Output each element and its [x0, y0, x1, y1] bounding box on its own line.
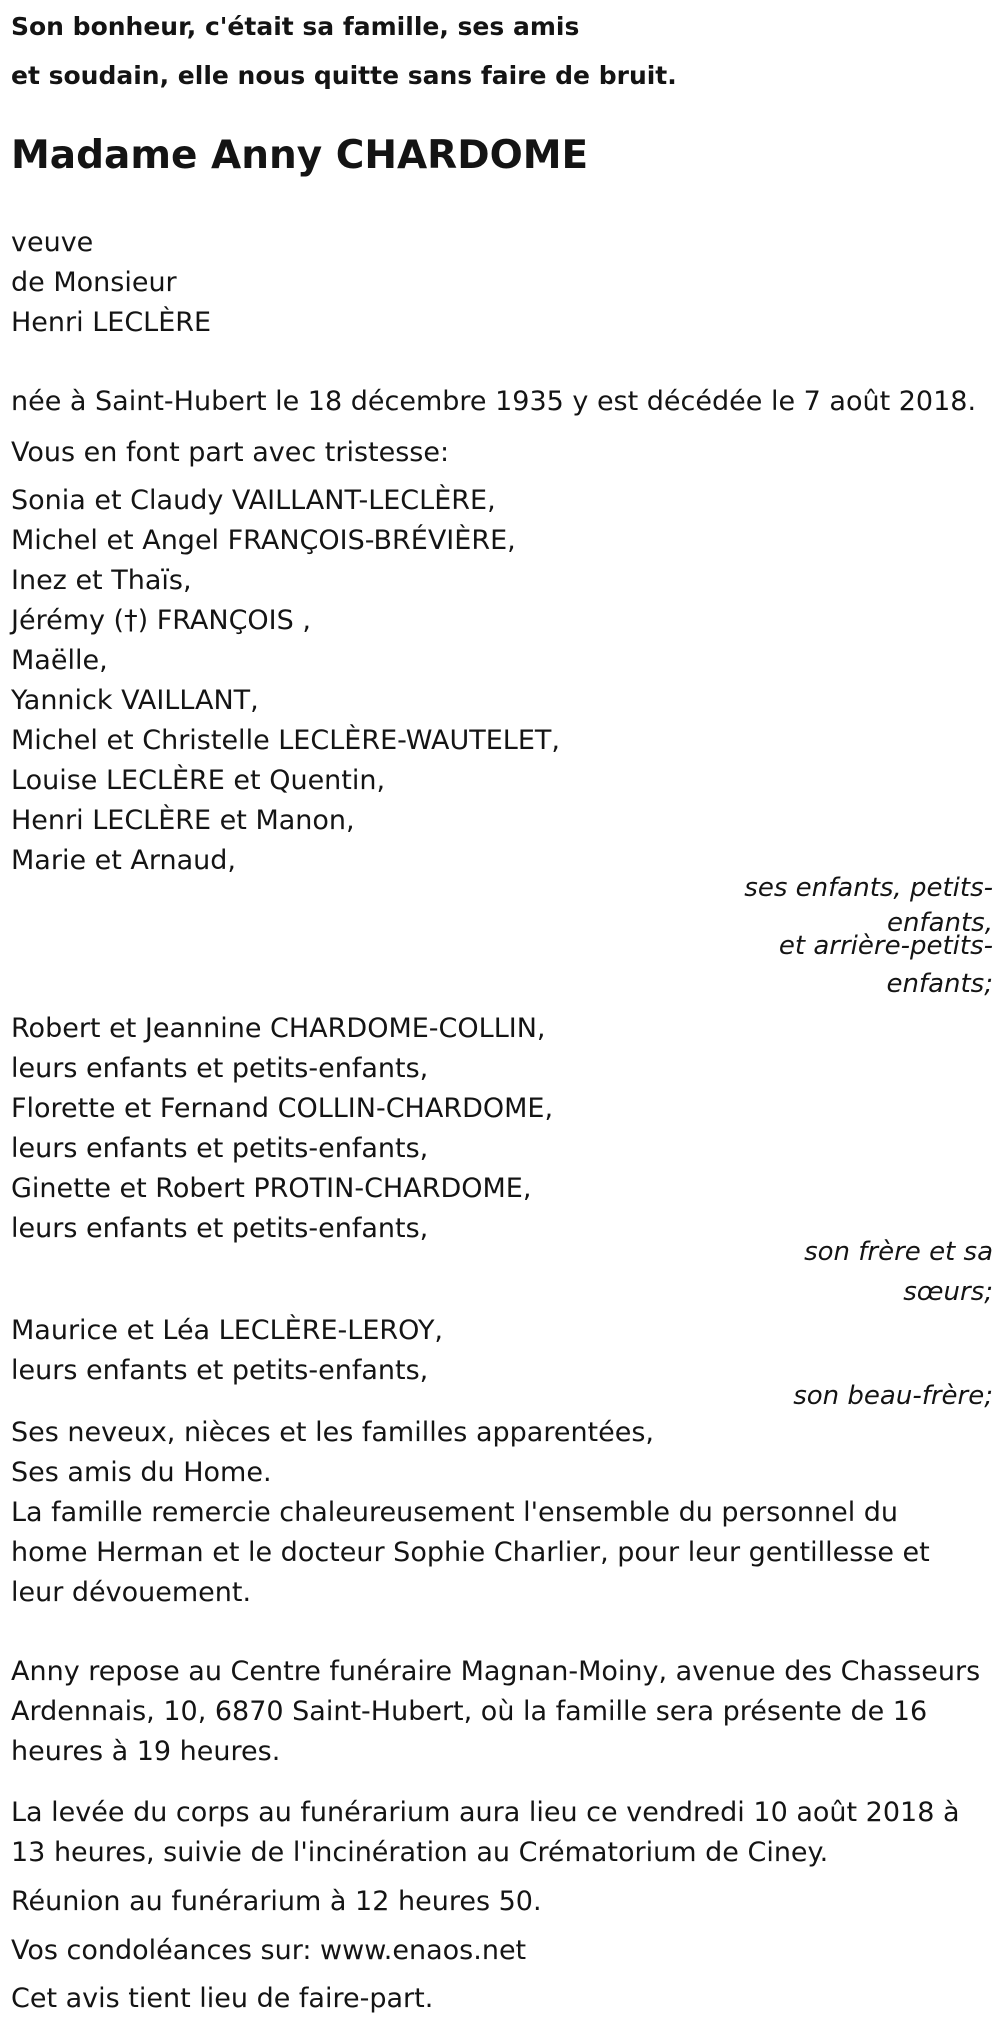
family-member: Ginette et Robert PROTIN-CHARDOME,: [11, 1173, 532, 1204]
family-member: Henri LECLÈRE et Manon,: [11, 805, 355, 836]
family-member: Maurice et Léa LECLÈRE-LEROY,: [11, 1315, 444, 1346]
family-member: Yannick VAILLANT,: [11, 685, 259, 716]
relation-line: enfants,: [886, 908, 993, 938]
relation-line: son beau-frère;: [793, 1381, 993, 1411]
relation-line: son frère et sa: [804, 1237, 993, 1267]
notice-line: Cet avis tient lieu de faire-part.: [11, 1983, 434, 2014]
deceased-status: [11, 223, 211, 343]
ceremony-meeting: Réunion au funérarium à 12 heures 50.: [11, 1886, 542, 1917]
status-line: de Monsieur: [11, 267, 177, 298]
family-member: leurs enfants et petits-enfants,: [11, 1133, 429, 1164]
family-group-3-relation: [793, 1377, 993, 1415]
ceremony-levee: La levée du corps au funérarium aura lieu ce vendredi 10 août 2018 à 13 heures, suivie de l'incinération au Crématorium de Ciney.: [11, 1797, 960, 1868]
status-line: veuve: [11, 227, 94, 258]
ceremony-rest: Anny repose au Centre funéraire Magnan-Moiny, avenue des Chasseurs Ardennais, 10, 6870 Saint-Hubert, où la famille sera présente de 16 heures à 19 heures.: [11, 1656, 981, 1767]
family-group-1-relation: [744, 869, 993, 1003]
family-member: Florette et Fernand COLLIN-CHARDOME,: [11, 1093, 554, 1124]
family-member: Sonia et Claudy VAILLANT-LECLÈRE,: [11, 485, 496, 516]
family-group-3-names: [11, 1311, 443, 1391]
relation-line: et arrière-petits-: [778, 931, 993, 961]
deceased-name: Madame Anny CHARDOME: [11, 133, 589, 178]
family-group-2-relation: [804, 1233, 993, 1311]
family-member: Louise LECLÈRE et Quentin,: [11, 765, 386, 796]
family-group-2-names: [11, 1009, 553, 1249]
relation-line: enfants;: [886, 969, 993, 999]
relation-line: sœurs;: [903, 1277, 993, 1307]
family-member: leurs enfants et petits-enfants,: [11, 1053, 429, 1084]
header-line-2: et soudain, elle nous quitte sans faire de bruit.: [11, 61, 677, 90]
relation-line: ses enfants, petits-: [744, 873, 993, 903]
birth-death-line: née à Saint-Hubert le 18 décembre 1935 y est décédée le 7 août 2018.: [11, 386, 977, 417]
family-member: Marie et Arnaud,: [11, 845, 237, 876]
family-member: Maëlle,: [11, 645, 108, 676]
family-group-1-names: [11, 481, 560, 881]
announcement: Vous en font part avec tristesse:: [11, 437, 450, 468]
family-member: Inez et Thaïs,: [11, 565, 192, 596]
family-member: Michel et Christelle LECLÈRE-WAUTELET,: [11, 725, 560, 756]
closing-relatives: Ses neveux, nièces et les familles apparentées,: [11, 1417, 655, 1448]
closing-thanks: La famille remercie chaleureusement l'ensemble du personnel du home Herman et le docteur Sophie Charlier, pour leur gentillesse et leur dévouement.: [11, 1497, 930, 1608]
family-member: leurs enfants et petits-enfants,: [11, 1355, 429, 1386]
header-verse: [11, 2, 677, 100]
family-member: Michel et Angel FRANÇOIS-BRÉVIÈRE,: [11, 525, 516, 556]
closing-friends: Ses amis du Home.: [11, 1457, 272, 1488]
family-member: leurs enfants et petits-enfants,: [11, 1213, 429, 1244]
status-line: Henri LECLÈRE: [11, 307, 212, 338]
family-member: Jérémy (†) FRANÇOIS ,: [11, 605, 311, 636]
family-member: Robert et Jeannine CHARDOME-COLLIN,: [11, 1013, 546, 1044]
condolences-link: Vos condoléances sur: www.enaos.net: [11, 1935, 527, 1966]
header-line-1: Son bonheur, c'était sa famille, ses amis: [11, 12, 580, 41]
